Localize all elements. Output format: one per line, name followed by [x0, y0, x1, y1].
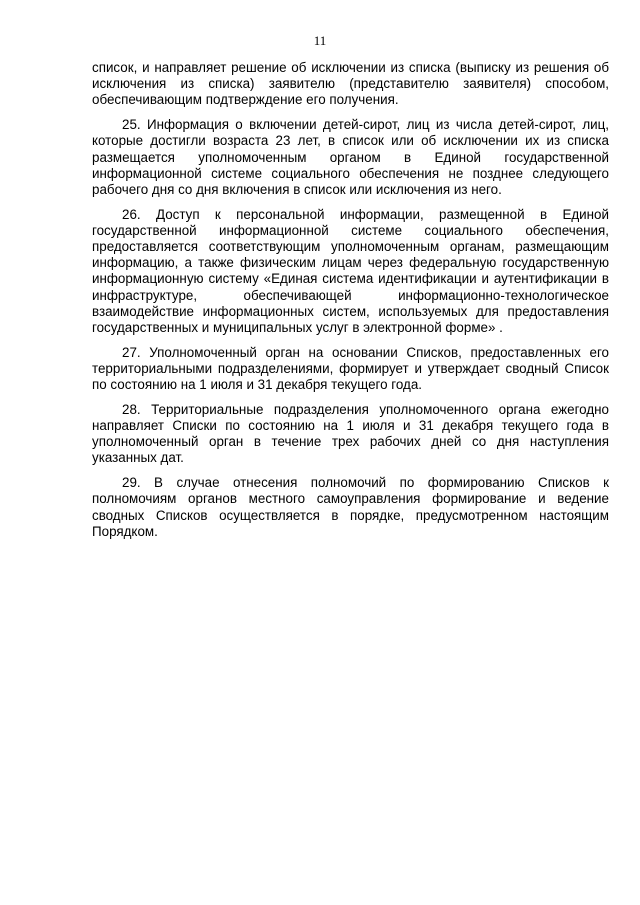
paragraph-29: 29. В случае отнесения полномочий по формированию Списков к полномочиям органов местного самоуправления формирование и ведение сводных Списков осуществляется в порядке, предусмотренном настоящим Порядком.: [92, 475, 609, 539]
paragraph-25: 25. Информация о включении детей-сирот, лиц из числа детей-сирот, лиц, которые достигли возраста 23 лет, в список или об исключении их из списка размещается уполномоченным органом в Единой государственной информационной системе социального обеспечения не позднее следующего рабочего дня со дня включения в список или исключения из него.: [92, 117, 609, 197]
document-body: [92, 60, 609, 548]
paragraph-28: 28. Территориальные подразделения уполномоченного органа ежегодно направляет Списки по состоянию на 1 июля и 31 декабря текущего года в уполномоченный орган в течение трех рабочих дней со дня наступления указанных дат.: [92, 401, 609, 466]
paragraph-continuation: список, и направляет решение об исключении из списка (выписку из решения об исключения из списка) заявителю (представителю заявителя) способом, обеспечивающим подтверждение его получения.: [92, 60, 609, 108]
paragraph-26: 26. Доступ к персональной информации, размещенной в Единой государственной информационной системе социального обеспечения, предоставляется соответствующим уполномоченным органам, размещающим информацию, а также физическим лицам через федеральную государственную информационную систему «Единая система идентификации и аутентификации в инфраструктуре, обеспечивающей информационно-технологическое взаимодействие информационных систем, используемых для предоставления государственных и муниципальных услуг в электронной форме» .: [92, 206, 609, 336]
paragraph-27: 27. Уполномоченный орган на основании Списков, предоставленных его территориальными подразделениями, формирует и утверждает сводный Список по состоянию на 1 июля и 31 декабря текущего года.: [92, 344, 609, 393]
page-number: 11: [313, 33, 327, 48]
